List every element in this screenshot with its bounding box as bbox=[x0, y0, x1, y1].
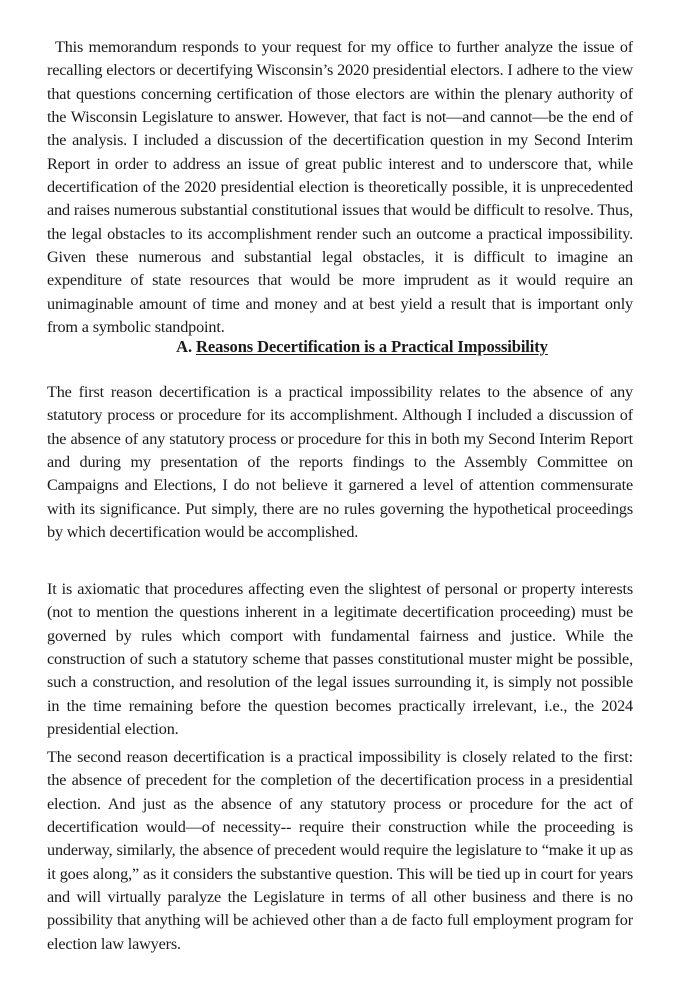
intro-paragraph: This memorandum responds to your request for my office to further analyze the issue of recalling electors or decertifying Wisconsin’s 2020 presidential electors. I adhere to the view that questions concerning certification of those electors are within the plenary authority of the Wisconsin Legislature to answer. However, that fact is not—and cannot—be the end of the analysis. I included a discussion of the decertification question in my Second Interim Report in order to address an issue of great public interest and to underscore that, while decertification of the 2020 presidential election is theoretically possible, it is unprecedented and raises numerous substantial constitutional issues that would be difficult to resolve. Thus, the legal obstacles to its accomplishment render such an outcome a practical impossibility. Given these numerous and substantial legal obstacles, it is difficult to imagine an expenditure of state resources that would be more imprudent as it would require an unimaginable amount of time and money and at best yield a result that is important only from a symbolic standpoint. bbox=[47, 38, 633, 337]
section-heading-prefix: A. bbox=[176, 337, 197, 356]
section-heading-title: Reasons Decertification is a Practical Impossibility bbox=[196, 337, 548, 356]
axiomatic-paragraph: It is axiomatic that procedures affecting even the slightest of personal or property interests (not to mention the questions inherent in a legitimate decertification proceeding) must be governed by rules which comport with fundamental fairness and justice. While the construction of such a statutory scheme that passes constitutional muster might be possible, such a construction, and resolution of the legal issues surrounding it, is simply not possible in the time remaining before the question becomes practically irrelevant, i.e., the 2024 presidential election. bbox=[47, 580, 633, 739]
second-reason-paragraph: The second reason decertification is a practical impossibility is closely related to the first: the absence of precedent for the completion of the decertification process in a presidential election. And just as the absence of any statutory process or procedure for the act of decertification would—of necessity-- require their construction while the proceeding is underway, similarly, the absence of precedent would require the legislature to “make it up as it goes along,” as it considers the substantive question. This will be tied up in court for years and will virtually paralyze the Legislature in terms of all other business and there is no possibility that anything will be achieved other than a de facto full employment program for election law lawyers. bbox=[47, 748, 633, 953]
section-heading bbox=[47, 336, 677, 358]
first-reason-paragraph: The first reason decertification is a practical impossibility relates to the absence of any statutory process or procedure for its accomplishment. Although I included a discussion of the absence of any statutory process or procedure for this in both my Second Interim Report and during my presentation of the reports findings to the Assembly Committee on Campaigns and Elections, I do not believe it garnered a level of attention commensurate with its significance. Put simply, there are no rules governing the hypothetical proceedings by which decertification would be accomplished. bbox=[47, 383, 633, 542]
